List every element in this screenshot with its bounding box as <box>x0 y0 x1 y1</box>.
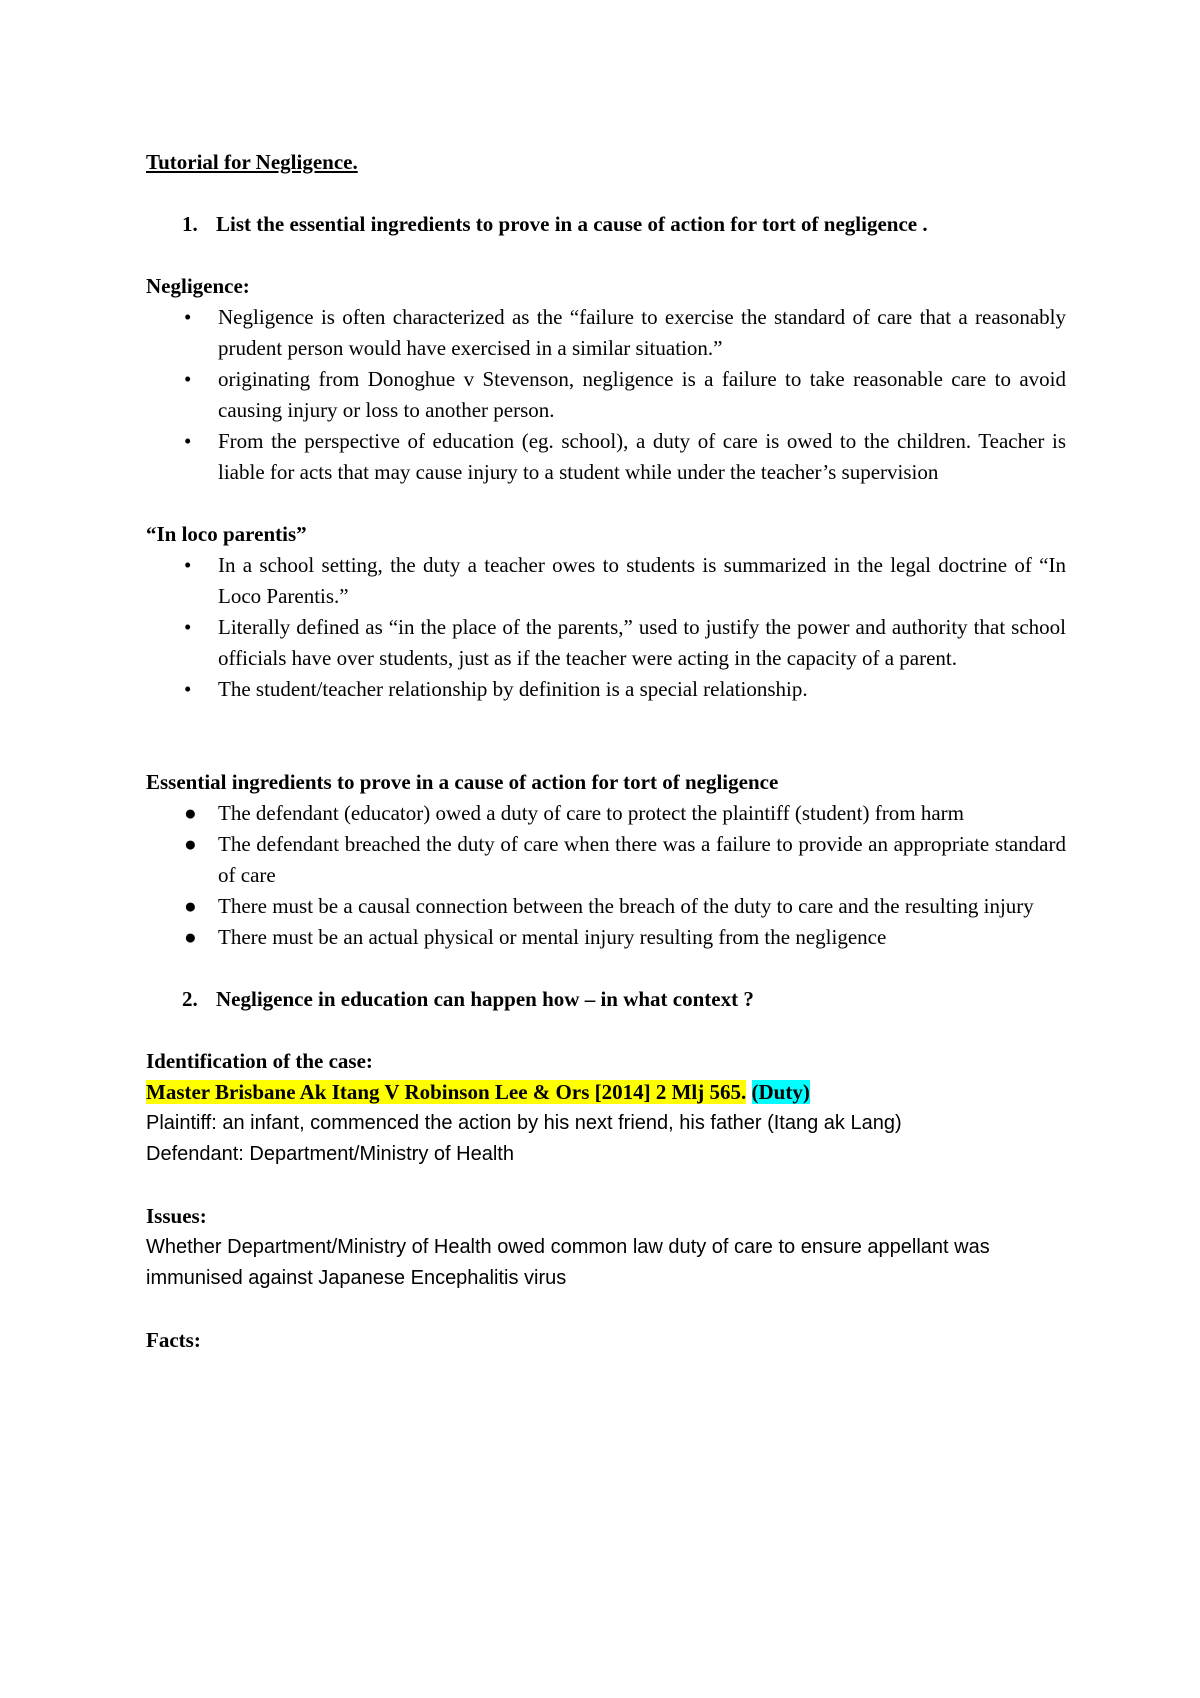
question-2-text: Negligence in education can happen how – in what context ? <box>216 987 754 1011</box>
defendant-line: Defendant: Department/Ministry of Health <box>146 1143 514 1165</box>
list-item: • originating from Donoghue v Stevenson, negligence is a failure to take reasonable care to avoid causing injury or loss to another person. <box>146 364 1066 426</box>
facts-heading: Facts: <box>146 1328 201 1352</box>
case-name: Master Brisbane Ak Itang V Robinson Lee & Ors [2014] 2 Mlj 565. <box>146 1080 747 1104</box>
bullet-icon: • <box>184 429 192 453</box>
question-2 <box>146 984 1066 1015</box>
case-citation <box>146 1077 1066 1108</box>
document-content <box>146 147 1066 1356</box>
negligence-list <box>146 302 1066 488</box>
bullet-icon: • <box>184 305 192 329</box>
bullet-icon: ● <box>184 925 197 949</box>
question-2-number: 2. <box>182 987 198 1011</box>
negligence-heading: Negligence: <box>146 274 250 298</box>
list-item: ● The defendant breached the duty of care when there was a failure to provide an appropriate standard of care <box>146 829 1066 891</box>
list-item: • The student/teacher relationship by definition is a special relationship. <box>146 674 1066 705</box>
list-item: ● The defendant (educator) owed a duty of care to protect the plaintiff (student) from harm <box>146 798 1066 829</box>
bullet-icon: • <box>184 553 192 577</box>
list-item: ● There must be an actual physical or mental injury resulting from the negligence <box>146 922 1066 953</box>
list-item: • Literally defined as “in the place of the parents,” used to justify the power and authority that school officials have over students, just as if the teacher were acting in the capacity of a parent. <box>146 612 1066 674</box>
loco-parentis-heading: “In loco parentis” <box>146 522 307 546</box>
bullet-icon: • <box>184 677 192 701</box>
identification-heading: Identification of the case: <box>146 1049 373 1073</box>
question-1-text: List the essential ingredients to prove in a cause of action for tort of negligence . <box>216 212 928 236</box>
loco-parentis-list <box>146 550 1066 705</box>
issues-text: Whether Department/Ministry of Health owed common law duty of care to ensure appellant was immunised against Japanese Encephalitis virus <box>146 1236 990 1289</box>
question-1 <box>146 209 1066 240</box>
case-tag: (Duty) <box>751 1080 810 1104</box>
issues-heading: Issues: <box>146 1204 207 1228</box>
list-item: • From the perspective of education (eg. school), a duty of care is owed to the children. Teacher is liable for acts that may cause injury to a student while under the teacher’s supervision <box>146 426 1066 488</box>
bullet-icon: ● <box>184 801 197 825</box>
list-item: ● There must be a causal connection between the breach of the duty to care and the resulting injury <box>146 891 1066 922</box>
list-item: • In a school setting, the duty a teacher owes to students is summarized in the legal doctrine of “In Loco Parentis.” <box>146 550 1066 612</box>
list-item: • Negligence is often characterized as the “failure to exercise the standard of care that a reasonably prudent person would have exercised in a similar situation.” <box>146 302 1066 364</box>
bullet-icon: ● <box>184 832 197 856</box>
essentials-heading: Essential ingredients to prove in a cause of action for tort of negligence <box>146 770 779 794</box>
plaintiff-line: Plaintiff: an infant, commenced the action by his next friend, his father (Itang ak Lang) <box>146 1112 902 1134</box>
document-title: Tutorial for Negligence. <box>146 150 358 174</box>
bullet-icon: ● <box>184 894 197 918</box>
bullet-icon: • <box>184 615 192 639</box>
bullet-icon: • <box>184 367 192 391</box>
question-1-number: 1. <box>182 212 198 236</box>
essentials-list <box>146 798 1066 953</box>
